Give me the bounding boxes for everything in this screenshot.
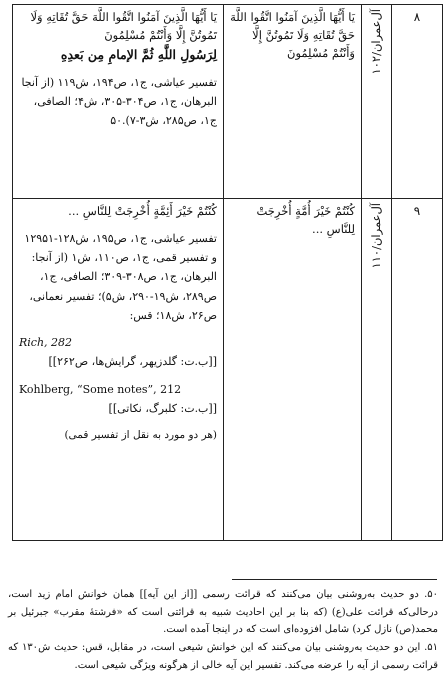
translation-note: [[ب.ت: کلبرگ، نکاتی]]: [108, 401, 217, 415]
row-number-cell: [392, 199, 443, 541]
comparison-table: [12, 4, 443, 541]
variant-addition: لِرَسُولِ اللَّهِ ثُمَّ الإمامِ مِن بَعدِهِ: [60, 46, 217, 62]
source-cell: [362, 199, 392, 541]
translation-note: [[ب.ت: گلدزیهر، گرایش‌ها، ص۲۶۲]]: [48, 355, 217, 369]
latin-reference: Kohlberg, “Some notes”, 212: [19, 382, 182, 396]
variant-reading-cell: [13, 5, 224, 199]
latin-reference: Rich, 282: [19, 336, 73, 350]
footnote-51: ۵۱. این دو حدیث بەروشنی بیان می‌کنند که این خوانش شیعی است، در مقابل، قس: حدیث ش۱۳۰ که قرائت رسمی از آیه را عرضه می‌کند. تفسیر این آیه خالی از هرگونه ویژگی شیعی است.: [8, 642, 438, 671]
table-row: [13, 199, 443, 541]
source-note: (هر دو مورد به نقل از تفسیر قمی): [64, 429, 217, 442]
table-row: [13, 5, 443, 199]
variant-reading: يَا أَيُّهَا الَّذِينَ آمَنُوا اتَّقُوا اللَّهَ حَقَّ تُقَاتِهِ وَلَا تَمُوتُنَّ إِلَّا وَأَنْتُمْ مُسْلِمُونَ: [30, 10, 217, 42]
official-reading-cell: [224, 199, 362, 541]
official-reading: يَا أَيُّهَا الَّذِينَ آمَنُوا اتَّقُوا اللَّهَ حَقَّ تُقَاتِهِ وَلَا تَمُوتُنَّ إِلَّا وَأَنْتُمْ مُسْلِمُونَ: [230, 10, 355, 60]
official-reading-cell: [224, 5, 362, 199]
reference-text: تفسیر عیاشی، ج۱، ص۱۹۴، ش۱۱۹ (از آنجا البرهان، ج۱، ص۳۰۴-۳۰۵، ش۴؛ الصافی، ج۱، ص۲۸۵، ش۳-۷).۵۰: [21, 75, 217, 128]
variant-reading-cell: [13, 199, 224, 541]
variant-reading: كُنْتُمْ خَيْرَ أَئِمَّةٍ أُخْرِجَتْ لِلنَّاسِ ...: [68, 204, 217, 218]
footnote-divider: [232, 579, 437, 580]
verse-source: آل‌عمران/۱۱۰: [368, 203, 383, 269]
row-number-cell: [392, 5, 443, 199]
footnote-50: ۵۰. دو حدیث بەروشنی بیان می‌کنند که قرائت رسمی [[از این آیه]] همان خوانش امام زید است، درحالی‌که قرائت علی(ع) (که بنا بر این احادیث شبیه به قرائتی است که «فرشتهٔ مقرب» جبرئیل بر محمد(ص) نازل کرد) شامل افزوده‌ای است که در اینجا آمده است.: [8, 589, 438, 635]
official-reading: كُنْتُمْ خَيْرَ أُمَّةٍ أُخْرِجَتْ لِلنَّاسِ ...: [256, 204, 355, 236]
verse-source: آل‌عمران/۱۰۲: [368, 9, 383, 75]
row-number: ۸: [413, 10, 421, 24]
row-number: ۹: [413, 204, 421, 218]
source-cell: [362, 5, 392, 199]
reference-text: تفسیر عیاشی، ج۱، ص۱۹۵، ش۱۲۸-۱۲۹۵۱ و تفسیر قمی، ج۱، ص۱۱۰، ش۱ (از آنجا: البرهان، ج۱، ص۳۰۸-۳۰۹؛ الصافی، ج۱، ص۲۸۹، ش۱۹-۲۹۰، ش۵)؛ تفسیر نعمانی، ص۲۶، ش۱۸؛ قس:: [24, 231, 217, 322]
